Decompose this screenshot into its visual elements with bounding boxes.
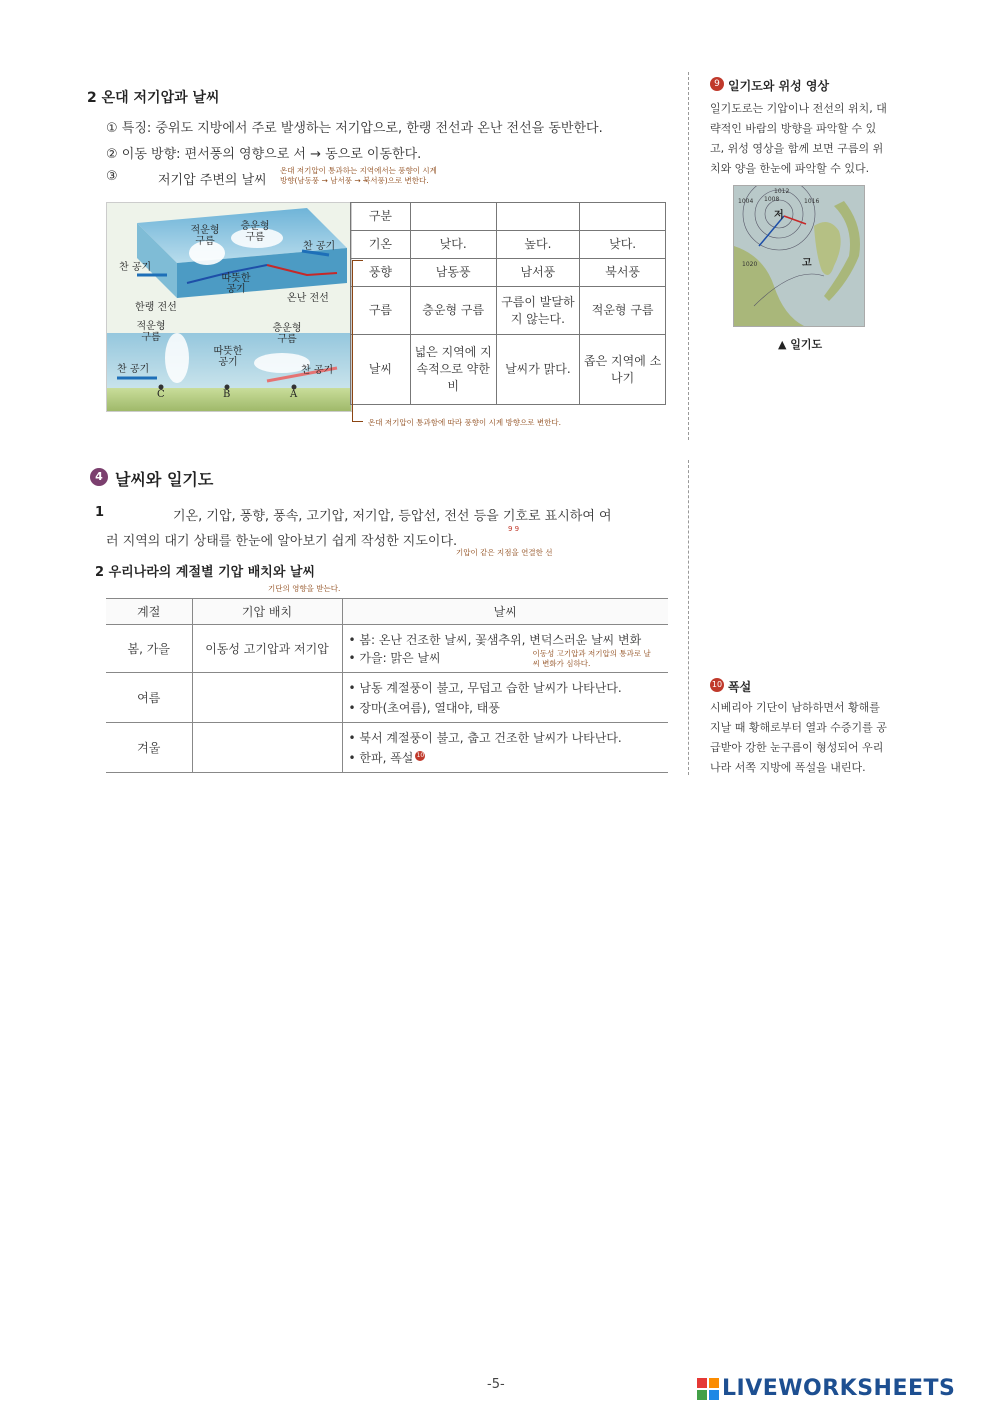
section4-p1-refs: 9 9 [508, 525, 520, 533]
label-stratus-bottom: 층운형 구름 [272, 323, 302, 345]
map-iso-1008: 1008 [764, 196, 780, 203]
weather-desc-cell [342, 673, 668, 723]
section4-p1-note: 기압이 같은 지점을 연결한 선 [456, 548, 553, 557]
logo-square-green [697, 1390, 707, 1400]
logo-square-red [697, 1378, 707, 1388]
sidebar1-title: 일기도와 위성 영상 [728, 79, 830, 93]
page-number: -5- [487, 1377, 505, 1392]
weather-cell: 남동풍 [410, 259, 496, 287]
section4-sub2-heading: 2 우리나라의 계절별 기압 배치와 날씨 [95, 565, 316, 580]
weather-table [350, 202, 666, 405]
section2-item3-num: ③ [106, 169, 118, 184]
item3-note [280, 166, 437, 186]
weather-desc-text: • 한파, 폭설 [348, 750, 414, 765]
item3-note-line2: 방향(남동풍 → 남서풍 → 북서풍)으로 변한다. [280, 176, 429, 185]
weather-row-label: 기온 [351, 231, 411, 259]
weather-cell: 날씨가 맑다. [496, 335, 580, 405]
sidebar1-badge: 9 [710, 77, 724, 91]
weather-row-label: 구분 [351, 203, 411, 231]
label-cold-front: 한랭 전선 [135, 302, 177, 313]
weather-row-label: 날씨 [351, 335, 411, 405]
weather-cell-b-blank[interactable] [496, 203, 580, 231]
weather-row-category [351, 203, 666, 231]
liveworksheets-brand[interactable]: LIVEWORKSHEETS [722, 1376, 956, 1401]
section4-heading: 날씨와 일기도 [115, 470, 214, 489]
spring-note: 이동성 고기압과 저기압의 통과로 날씨 변화가 심하다. [532, 649, 651, 668]
label-stratus-top: 층운형 구름 [240, 221, 270, 243]
season-row-summer [106, 673, 668, 723]
weather-cell: 층운형 구름 [410, 287, 496, 335]
weather-row-temperature [351, 231, 666, 259]
section4-p1-num: 1 [95, 505, 105, 520]
sidebar1-divider [688, 72, 689, 440]
map-high-label: 고 [802, 258, 812, 269]
label-cumulonimbus-bottom: 적운형 구름 [136, 321, 166, 343]
season-row-spring-autumn [106, 625, 668, 673]
weather-map [733, 185, 865, 327]
label-cold-air-bottom-right: 찬 공기 [301, 365, 334, 376]
section4-sub2-note: 기단의 영향을 받는다. [268, 584, 341, 593]
section2-item2: ② 이동 방향: 편서풍의 영향으로 서 → 동으로 이동한다. [106, 147, 422, 162]
pressure-cell-blank[interactable] [192, 673, 342, 723]
weather-desc-line: • 남동 계절풍이 불고, 무덥고 습한 날씨가 나타난다. [348, 680, 622, 695]
weather-row-weather [351, 335, 666, 405]
season-cell: 겨울 [106, 723, 192, 773]
label-cold-air-bottom-left: 찬 공기 [117, 364, 150, 375]
map-land-peninsula [814, 222, 841, 275]
label-warm-air-bottom: 따뜻한 공기 [213, 346, 243, 368]
label-warm-front: 온난 전선 [287, 293, 329, 304]
label-warm-air-top: 따뜻한 공기 [221, 273, 251, 295]
logo-square-orange [709, 1378, 719, 1388]
map-iso-1012: 1012 [774, 188, 790, 195]
map-low-label: 저 [774, 210, 784, 221]
label-point-a: A [290, 389, 298, 400]
weather-desc-line: • 장마(초여름), 열대야, 태풍 [348, 700, 500, 715]
weather-cell-a-blank[interactable] [410, 203, 496, 231]
season-header-row [106, 599, 668, 625]
sidebar2-badge: 10 [710, 678, 724, 692]
season-cell: 봄, 가을 [106, 625, 192, 673]
sidebar1-text: 일기도로는 기압이나 전선의 위치, 대략적인 바람의 방향을 파악할 수 있고, 위성 영상을 함께 보면 구름의 위치와 양을 한눈에 파악할 수 있다. [710, 102, 887, 175]
weather-cell: 낮다. [410, 231, 496, 259]
weather-cell: 낮다. [580, 231, 666, 259]
map-iso-1004: 1004 [738, 198, 754, 205]
weather-cell: 넓은 지역에 지속적으로 약한 비 [410, 335, 496, 405]
weather-cell: 북서풍 [580, 259, 666, 287]
season-header: 기압 배치 [192, 599, 342, 625]
weather-cell: 높다. [496, 231, 580, 259]
wind-bracket [352, 260, 363, 422]
weather-desc-line: • 봄: 온난 건조한 날씨, 꽃샘추위, 변덕스러운 날씨 변화 [348, 632, 642, 647]
section2-item3-text: 저기압 주변의 날씨 [158, 173, 267, 188]
weather-cell: 구름이 발달하지 않는다. [496, 287, 580, 335]
section2-heading: 2 온대 저기압과 날씨 [87, 90, 220, 106]
section2-item1: ① 특징: 중위도 지방에서 주로 발생하는 저기압으로, 한랭 전선과 온난 전선을 동반한다. [106, 121, 603, 136]
weather-desc-cell [342, 625, 668, 673]
season-header: 계절 [106, 599, 192, 625]
weather-cell: 좁은 지역에 소나기 [580, 335, 666, 405]
map-land-mainland [734, 246, 804, 326]
season-header: 날씨 [342, 599, 668, 625]
ref-badge-10: 10 [416, 751, 425, 759]
pressure-cell-blank[interactable] [192, 723, 342, 773]
season-row-winter [106, 723, 668, 773]
map-iso-1016: 1016 [804, 198, 820, 205]
section4-p1-line2: 러 지역의 대기 상태를 한눈에 알아보기 쉽게 작성한 지도이다. [106, 534, 458, 549]
label-point-c: C [157, 389, 165, 400]
section4-p1-line1: 기온, 기압, 풍향, 풍속, 고기압, 저기압, 등압선, 전선 등을 기호로 표시하여 여 [173, 509, 612, 524]
weather-row-wind [351, 259, 666, 287]
map-iso-1020: 1020 [742, 261, 758, 268]
sidebar2-divider [688, 460, 689, 775]
weather-row-label: 풍향 [351, 259, 411, 287]
pressure-cell: 이동성 고기압과 저기압 [192, 625, 342, 673]
sidebar2-text: 시베리아 기단이 남하하면서 황해를 지날 때 황해로부터 열과 수증기를 공급받아 강한 눈구름이 형성되어 우리나라 서쪽 지방에 폭설을 내린다. [710, 701, 887, 774]
weather-bottom-note: 온대 저기압이 통과함에 따라 풍향이 시계 방향으로 변한다. [368, 418, 561, 427]
label-cold-air-left: 찬 공기 [119, 262, 152, 273]
item3-note-line1: 온대 저기압이 통과하는 지역에서는 풍향이 시계 [280, 166, 437, 175]
label-cumulonimbus-top: 적운형 구름 [190, 225, 220, 247]
weather-cell: 적운형 구름 [580, 287, 666, 335]
weather-map-svg [734, 186, 864, 326]
weather-map-caption: ▲ 일기도 [778, 338, 823, 351]
low-pressure-diagram [106, 202, 352, 412]
weather-desc-line [349, 748, 663, 768]
label-cold-air-right: 찬 공기 [303, 241, 336, 252]
weather-desc-line: • 가을: 맑은 날씨 [348, 650, 441, 665]
section4-badge: 4 [90, 468, 108, 486]
sidebar2-title: 폭설 [728, 680, 752, 694]
season-cell: 여름 [106, 673, 192, 723]
weather-desc-line: • 북서 계절풍이 불고, 춥고 건조한 날씨가 나타난다. [348, 730, 622, 745]
weather-cell: 남서풍 [496, 259, 580, 287]
liveworksheets-logo-icon [697, 1378, 719, 1400]
weather-desc-cell [342, 723, 668, 773]
logo-square-blue [709, 1390, 719, 1400]
weather-cell-c-blank[interactable] [580, 203, 666, 231]
label-point-b: B [223, 389, 231, 400]
weather-row-label: 구름 [351, 287, 411, 335]
weather-row-cloud [351, 287, 666, 335]
season-table [106, 598, 668, 773]
